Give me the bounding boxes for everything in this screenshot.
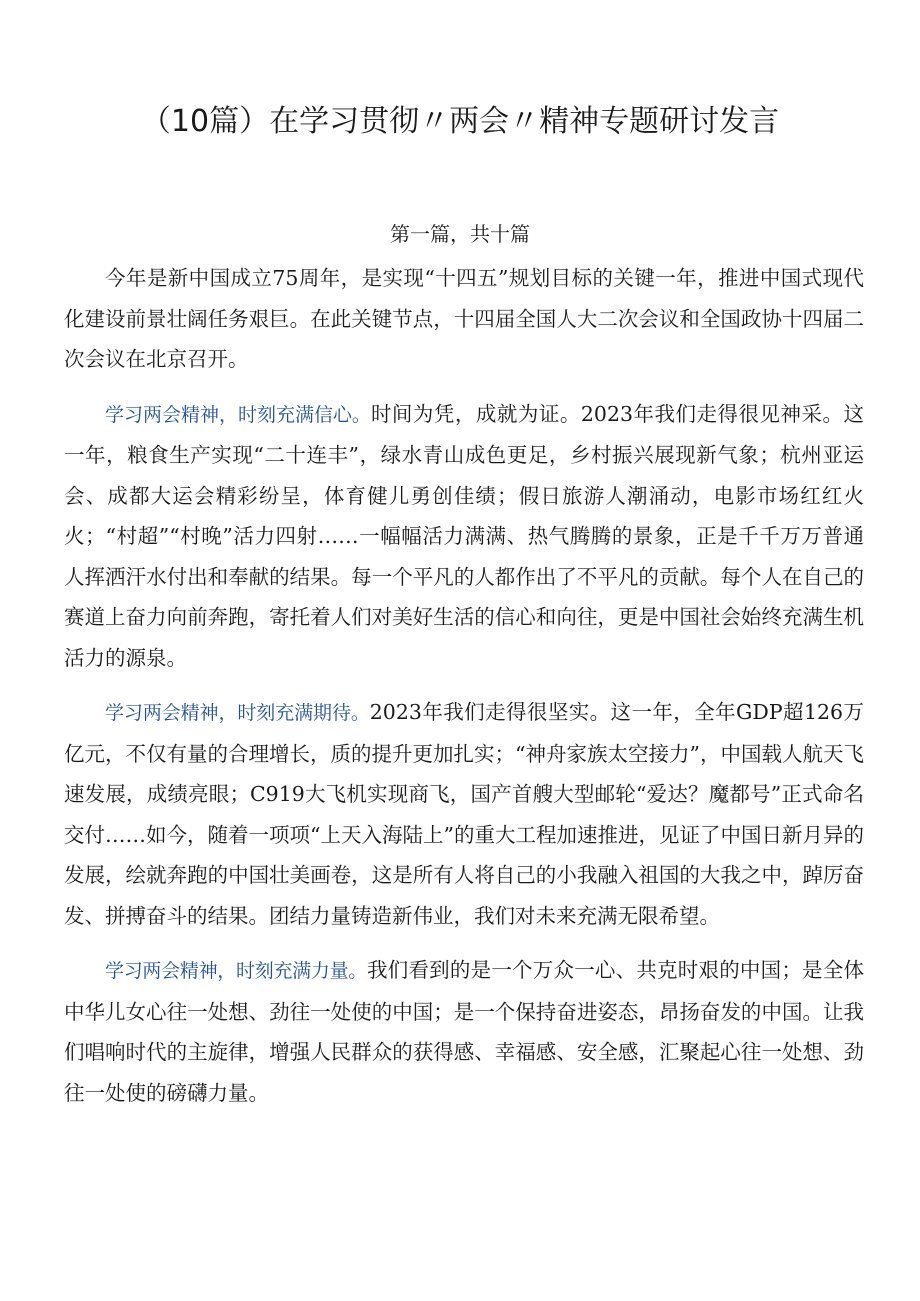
- paragraph-lead-heading: 学习两会精神，时刻充满期待。: [105, 702, 370, 724]
- paragraph-text: 今年是新中国成立75周年，是实现“十四五”规划目标的关键一年，推进中国式现代化建设前景壮阔任务艰巨。在此关键节点，十四届全国人大二次会议和全国政协十四届二次会议在北京召开。: [64, 266, 864, 371]
- paragraph-text: 2023年我们走得很坚实。这一年，全年GDP超126万亿元，不仅有量的合理增长，质的提升更加扎实；“神舟家族太空接力”，中国载人航天飞速发展，成绩亮眼；C919大飞机实现商飞，国产首艘大型邮轮“爱达？魔都号”正式命名交付……如今，随着一项项“上天入海陆上”的重大工程加速推进，见证了中国日新月异的发展，绘就奔跑的中国壮美画卷，这是所有人将自己的小我融入祖国的大我之中，踔厉奋发、拼搏奋斗的结果。团结力量铸造新伟业，我们对未来充满无限希望。: [64, 700, 864, 928]
- document-title: （10篇）在学习贯彻〃两会〃精神专题研讨发言: [140, 104, 780, 139]
- paragraph-lead-heading: 学习两会精神，时刻充满信心。: [105, 403, 371, 426]
- paragraph-intro: [64, 258, 864, 380]
- paragraph-text: 时间为凭，成就为证。2023年我们走得很见神采。这一年，粮食生产实现“二十连丰”，绿水青山成色更足，乡村振兴展现新气象；杭州亚运会、成都大运会精彩纷呈，体育健儿勇创佳绩；假日旅游人潮涌动，电影市场红红火火；“村超”“村晚”活力四射……一幅幅活力满满、热气腾腾的景象，正是千千万万普通人挥洒汗水付出和奉献的结果。每一个平凡的人都作出了不平凡的贡献。每个人在自己的赛道上奋力向前奔跑，寄托着人们对美好生活的信心和向往，更是中国社会始终充满生机活力的源泉。: [64, 401, 864, 670]
- paragraph-expectation: [64, 692, 864, 936]
- paragraph-confidence: [64, 394, 864, 679]
- paragraph-strength: [64, 950, 864, 1113]
- document-subtitle: 第一篇，共十篇: [390, 222, 530, 246]
- paragraph-lead-heading: 学习两会精神，时刻充满力量。: [105, 960, 368, 982]
- document-body: [64, 258, 864, 1113]
- paragraph-text: 我们看到的是一个万众一心、共克时艰的中国；是全体中华儿女心往一处想、劲往一处使的中国；是一个保持奋进姿态，昂扬奋发的中国。让我们唱响时代的主旋律，增强人民群众的获得感、幸福感、安全感，汇聚起心往一处想、劲往一处使的磅礴力量。: [64, 958, 864, 1105]
